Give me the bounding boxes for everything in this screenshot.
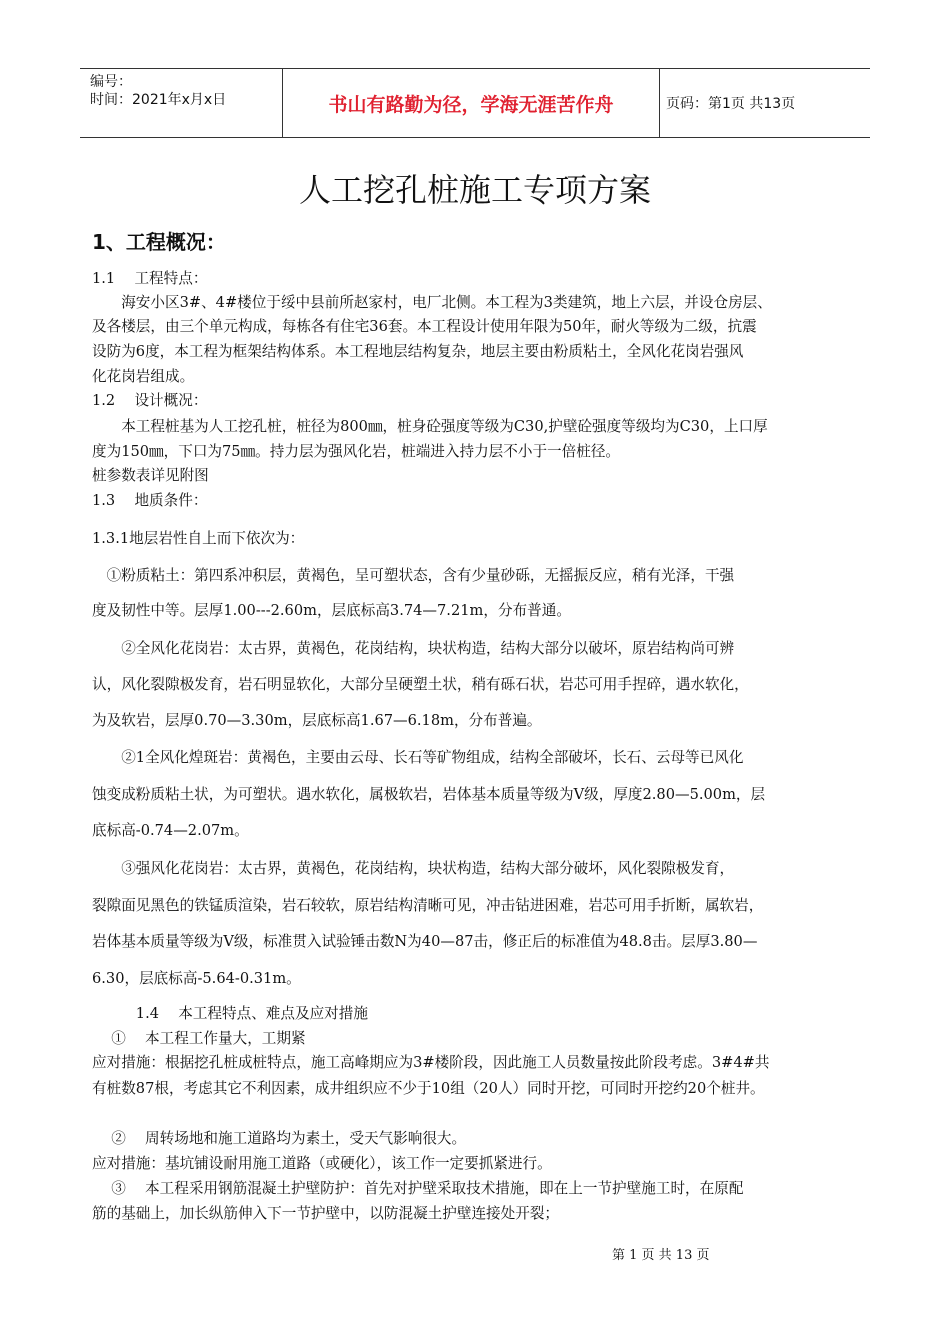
text-line: 本工程桩基为人工挖孔桩，桩径为800㎜，桩身砼强度等级为C30,护壁砼强度等级均为C30，上口厚 bbox=[92, 418, 768, 435]
text-line: ②全风化花岗岩：太古界，黄褐色，花岗结构，块状构造，结构大部分以破坏，原岩结构尚可辨 bbox=[92, 640, 735, 657]
text-line: 1.4 本工程特点、难点及应对措施 bbox=[92, 1005, 368, 1022]
serial-label: 编号： bbox=[90, 74, 132, 90]
text-line: 1.3.1地层岩性自上而下依次为： bbox=[92, 530, 305, 547]
text-line: 度为150㎜，下口为75㎜。持力层为强风化岩，桩端进入持力层不小于一倍桩径。 bbox=[92, 443, 621, 460]
text-line: 1.1 工程特点： bbox=[92, 270, 208, 287]
text-line: ① 本工程工作量大，工期紧 bbox=[92, 1030, 306, 1047]
text-line: ①粉质粘土：第四系冲积层，黄褐色，呈可塑状态，含有少量砂砾，无摇振反应，稍有光泽，干强 bbox=[92, 567, 735, 584]
text-line: ③强风化花岗岩：太古界，黄褐色，花岗结构，块状构造，结构大部分破坏，风化裂隙极发育， bbox=[92, 860, 735, 877]
text-line: 认，风化裂隙极发育，岩石明显软化，大部分呈硬塑土状，稍有砾石状，岩芯可用手捏碎，遇水软化， bbox=[92, 676, 749, 693]
page-header bbox=[80, 68, 870, 138]
text-line: 1.3 地质条件： bbox=[92, 492, 208, 509]
date-label: 时间：2021年x月x日 bbox=[90, 92, 227, 108]
text-line: 桩参数表详见附图 bbox=[92, 467, 209, 484]
text-line: 1.2 设计概况： bbox=[92, 392, 208, 409]
text-line: 应对措施：基坑铺设耐用施工道路（或硬化），该工作一定要抓紧进行。 bbox=[92, 1155, 552, 1172]
document-title: 人工挖孔桩施工专项方案 bbox=[298, 171, 651, 209]
text-line: 底标高-0.74—2.07m。 bbox=[92, 822, 249, 839]
section-heading: 1、工程概况： bbox=[92, 230, 226, 254]
text-line: ② 周转场地和施工道路均为素土，受天气影响很大。 bbox=[92, 1130, 467, 1147]
text-line: 及各楼层，由三个单元构成，每栋各有住宅36套。本工程设计使用年限为50年，耐火等级为二级，抗震 bbox=[92, 318, 757, 335]
header-motto: 书山有路勤为径，学海无涯苦作舟 bbox=[282, 69, 660, 137]
text-line: 应对措施：根据挖孔桩成桩特点，施工高峰期应为3#楼阶段，因此施工人员数量按此阶段考虑。3#4#共 bbox=[92, 1054, 770, 1071]
text-line: 为及软岩，层厚0.70—3.30m，层底标高1.67—6.18m，分布普遍。 bbox=[92, 712, 542, 729]
header-page-label: 页码：第1页 共13页 bbox=[666, 96, 796, 112]
text-line: 化花岗岩组成。 bbox=[92, 368, 195, 385]
text-line: ②1全风化煌斑岩：黄褐色，主要由云母、长石等矿物组成，结构全部破坏，长石、云母等已风化 bbox=[92, 749, 744, 766]
text-line: 筋的基础上，加长纵筋伸入下一节护壁中，以防混凝土护壁连接处开裂； bbox=[92, 1205, 560, 1222]
text-line: 度及韧性中等。层厚1.00---2.60m，层底标高3.74—7.21m，分布普通。 bbox=[92, 602, 571, 619]
text-line: 海安小区3#、4#楼位于绥中县前所赵家村，电厂北侧。本工程为3类建筑，地上六层，并设仓房层、 bbox=[92, 294, 772, 311]
text-line: ③ 本工程采用钢筋混凝土护壁防护：首先对护壁采取技术措施，即在上一节护壁施工时，在原配 bbox=[92, 1180, 744, 1197]
text-line: 6.30，层底标高-5.64-0.31m。 bbox=[92, 970, 301, 987]
page-footer: 第 1 页 共 13 页 bbox=[612, 1248, 710, 1263]
text-line: 蚀变成粉质粘土状，为可塑状。遇水软化，属极软岩，岩体基本质量等级为Ⅴ级，厚度2.80—5.00m，层 bbox=[92, 786, 766, 803]
text-line: 有桩数87根，考虑其它不利因素，成井组织应不少于10组（20人）同时开挖，可同时开挖约20个桩井。 bbox=[92, 1080, 765, 1097]
text-line: 岩体基本质量等级为Ⅴ级，标准贯入试验锤击数N为40—87击，修正后的标准值为48.8击。层厚3.80— bbox=[92, 933, 758, 950]
header-meta-cell bbox=[80, 69, 282, 137]
text-line: 裂隙面见黑色的铁锰质渲染，岩石较软，原岩结构清晰可见，冲击钻进困难，岩芯可用手折断，属软岩， bbox=[92, 897, 764, 914]
text-line: 设防为6度，本工程为框架结构体系。本工程地层结构复杂，地层主要由粉质粘土，全风化花岗岩强风 bbox=[92, 343, 744, 360]
